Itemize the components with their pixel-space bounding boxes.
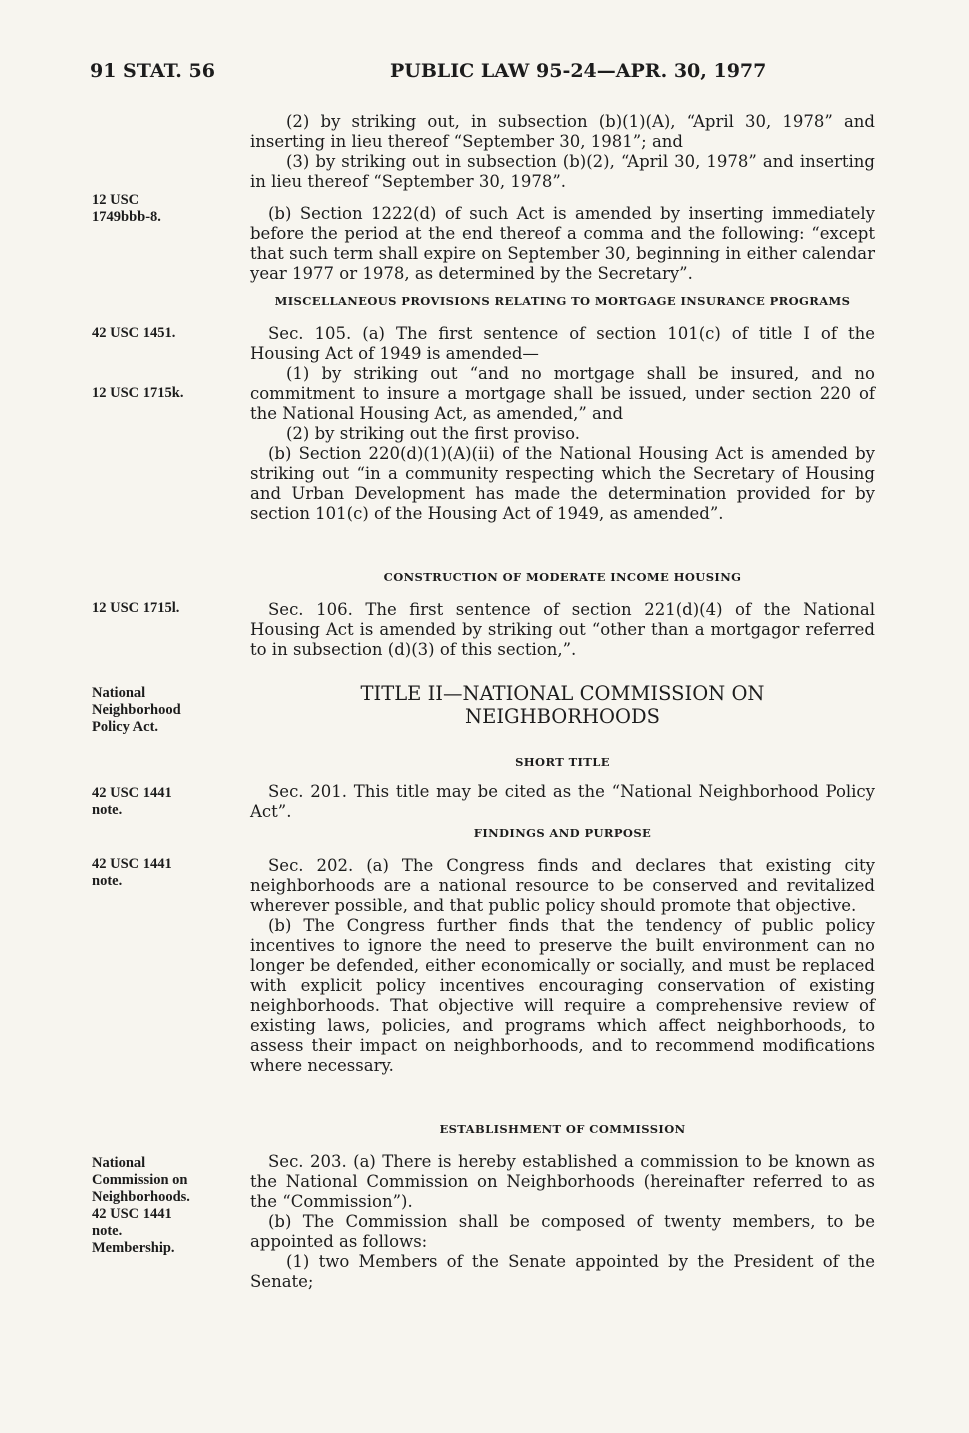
margin-note-line: 42 USC 1441	[92, 785, 172, 801]
heading-misc-provisions: MISCELLANEOUS PROVISIONS RELATING TO MORTGAGE INSURANCE PROGRAMS	[274, 294, 851, 308]
margin-note-42usc1441-a	[92, 785, 232, 819]
paragraph: Sec. 105. (a) The first sentence of section 101(c) of title I of the Housing Act of 1949 is amended—	[250, 324, 875, 363]
section-201	[250, 782, 875, 822]
public-law-title: PUBLIC LAW 95-24—APR. 30, 1977	[390, 60, 767, 82]
margin-note-line: Neighborhood	[92, 702, 181, 718]
paragraph: (b) The Commission shall be composed of twenty members, to be appointed as follows:	[250, 1212, 875, 1251]
paragraph: (b) Section 1222(d) of such Act is amended by inserting immediately before the period at the end thereof a comma and the following: “except that such term shall expire on September 30, beginning in either calendar year 1977 or 1978, as determined by the Secretary”.	[250, 204, 875, 283]
paragraph: (1) two Members of the Senate appointed by the President of the Senate;	[250, 1252, 875, 1291]
paragraph: (3) by striking out in subsection (b)(2), “April 30, 1978” and inserting in lieu thereof “September 30, 1978”.	[250, 152, 875, 191]
margin-note-line: 12 USC	[92, 192, 140, 208]
margin-note-policy-act	[92, 685, 232, 736]
margin-note-12usc1749	[92, 192, 232, 226]
title-line: NEIGHBORHOODS	[465, 705, 660, 728]
paragraph: Sec. 106. The first sentence of section 221(d)(4) of the National Housing Act is amended by striking out “other than a mortgagor referred to in subsection (d)(3) of this section,”.	[250, 600, 875, 659]
paragraph: (2) by striking out the first proviso.	[286, 424, 580, 443]
title-ii-heading	[250, 682, 875, 728]
heading-establishment: ESTABLISHMENT OF COMMISSION	[439, 1122, 686, 1136]
margin-note-line: 42 USC 1441	[92, 1206, 172, 1222]
title-line: TITLE II—NATIONAL COMMISSION ON	[360, 682, 765, 705]
heading-construction: CONSTRUCTION OF MODERATE INCOME HOUSING	[383, 570, 742, 584]
margin-note-line: Neighborhoods.	[92, 1189, 190, 1205]
margin-note-line: 42 USC 1451.	[92, 325, 176, 341]
margin-note-line: 12 USC 1715k.	[92, 385, 184, 401]
margin-note-line: Commission on	[92, 1172, 188, 1188]
margin-note-line: Membership.	[92, 1240, 175, 1256]
margin-note-line: 12 USC 1715l.	[92, 600, 180, 616]
margin-note-line: note.	[92, 873, 123, 889]
paragraph: (b) Section 220(d)(1)(A)(ii) of the National Housing Act is amended by striking out “in a community respecting which the Secretary of Housing and Urban Development has made the determination provided for by section 101(c) of the Housing Act of 1949, as amended”.	[250, 444, 875, 523]
paragraph: Sec. 201. This title may be cited as the “National Neighborhood Policy Act”.	[250, 782, 875, 821]
paragraph: Sec. 203. (a) There is hereby established a commission to be known as the National Commission on Neighborhoods (hereinafter referred to as the “Commission”).	[250, 1152, 875, 1211]
margin-note-line: National	[92, 1155, 146, 1171]
margin-note-line: 42 USC 1441	[92, 856, 172, 872]
margin-note-line: Policy Act.	[92, 719, 159, 735]
section-202	[250, 856, 875, 1076]
margin-note-12usc1715l	[92, 600, 232, 617]
paragraph: (2) by striking out, in subsection (b)(1)(A), “April 30, 1978” and inserting in lieu thereof “September 30, 1981”; and	[250, 112, 875, 151]
margin-note-line: National	[92, 685, 146, 701]
margin-note-line: note.	[92, 802, 123, 818]
heading-short-title: SHORT TITLE	[515, 755, 610, 769]
heading-findings: FINDINGS AND PURPOSE	[473, 826, 652, 840]
section-105	[250, 324, 875, 524]
section-106	[250, 600, 875, 660]
section-104-continuation	[250, 112, 875, 284]
margin-note-line: note.	[92, 1223, 123, 1239]
margin-note-commission	[92, 1155, 232, 1257]
paragraph: Sec. 202. (a) The Congress finds and declares that existing city neighborhoods are a national resource to be conserved and revitalized wherever possible, and that public policy should promote that objective.	[250, 856, 875, 915]
margin-note-12usc1715k	[92, 385, 232, 402]
section-203	[250, 1152, 875, 1292]
margin-note-42usc1451	[92, 325, 232, 342]
paragraph: (b) The Congress further finds that the tendency of public policy incentives to ignore the need to preserve the built environment can no longer be defended, either economically or socially, and must be replaced with explicit policy incentives encouraging conservation of existing neighborhoods. That objective will require a comprehensive review of existing laws, policies, and programs which affect neighborhoods, to assess their impact on neighborhoods, and to recommend modifications where necessary.	[250, 916, 875, 1075]
statute-page-number: 91 STAT. 56	[90, 60, 215, 82]
paragraph: (1) by striking out “and no mortgage shall be insured, and no commitment to insure a mortgage shall be issued, under section 220 of the National Housing Act, as amended,” and	[250, 364, 875, 423]
margin-note-line: 1749bbb-8.	[92, 209, 161, 225]
margin-note-42usc1441-b	[92, 856, 232, 890]
page-header	[90, 60, 880, 90]
